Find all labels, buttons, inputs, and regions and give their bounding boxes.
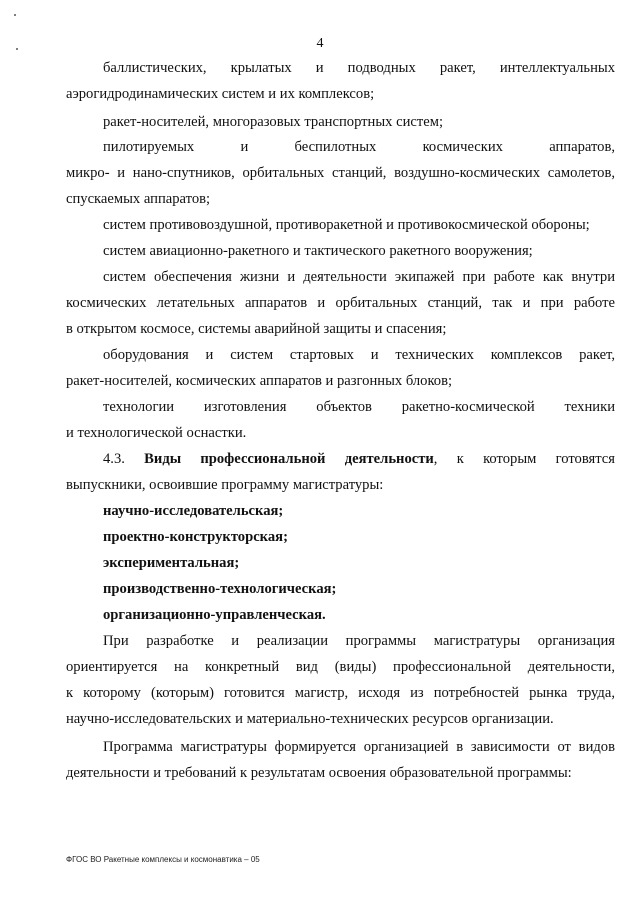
section-number: 4.3. [103,451,125,467]
text-line: к которому (которым) готовится магистр, исходя из потребностей рынка труда, [66,685,615,701]
text-line: деятельности и требований к результатам освоения образовательной программы: [66,765,572,781]
text-line: микро- и нано-спутников, орбитальных станций, воздушно-космических самолетов, [66,165,615,181]
section-title: Виды профессиональной деятельности [144,451,434,467]
text-line: систем авиационно-ракетного и тактического ракетного вооружения; [103,243,533,259]
text-line: баллистических, крылатых и подводных ракет, интеллектуальных [103,60,615,76]
text-line: пилотируемых и беспилотных космических аппаратов, [103,139,615,155]
text-line: научно-исследовательских и материально-технических ресурсов организации. [66,711,554,727]
text-line: систем обеспечения жизни и деятельности экипажей при работе как внутри [103,269,615,285]
activity-item: проектно-конструкторская; [103,529,288,545]
text-line: ракет-носителей, многоразовых транспортных систем; [103,114,444,130]
activity-item: научно-исследовательская; [103,503,284,519]
text-line: оборудования и систем стартовых и технических комплексов ракет, [103,347,615,363]
scan-speck [14,14,16,16]
text-line: технологии изготовления объектов ракетно-космической техники [103,399,615,415]
activity-item: экспериментальная; [103,555,240,571]
section-title-rest: , к которым готовятся [433,451,615,467]
activity-item: производственно-технологическая; [103,581,337,597]
text-line: Программа магистратуры формируется организацией в зависимости от видов [103,739,615,755]
text-line: и технологической оснастки. [66,425,247,441]
text-line: выпускники, освоившие программу магистратуры: [66,477,384,493]
text-line: спускаемых аппаратов; [66,191,211,207]
section-heading [103,450,615,468]
text-line: в открытом космосе, системы аварийной защиты и спасения; [66,321,447,337]
page-footer: ФГОС ВО Ракетные комплексы и космонавтика – 05 [66,855,260,864]
text-line: систем противовоздушной, противоракетной и противокосмической обороны; [103,217,590,233]
page-number: 4 [316,36,324,51]
text-line: При разработке и реализации программы магистратуры организация [103,633,615,649]
activity-item: организационно-управленческая. [103,607,326,623]
text-line: ориентируется на конкретный вид (виды) профессиональной деятельности, [66,659,615,675]
text-line: аэрогидродинамических систем и их комплексов; [66,86,375,102]
text-line: космических летательных аппаратов и орбитальных станций, так и при работе [66,295,615,311]
text-line: ракет-носителей, космических аппаратов и разгонных блоков; [66,373,453,389]
